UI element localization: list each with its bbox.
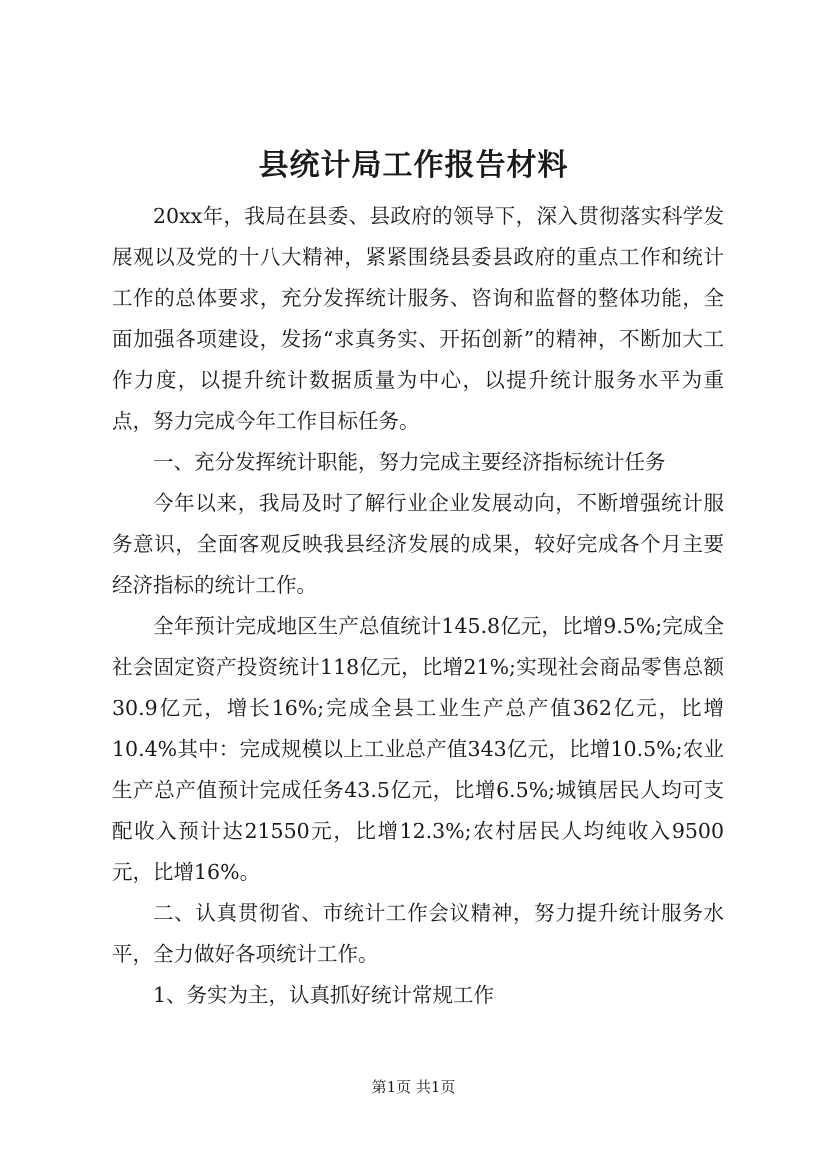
page-footer: 第1页 共1页 <box>371 1078 456 1096</box>
paragraph-statistics: 全年预计完成地区生产总值统计145.8亿元，比增9.5%;完成全社会固定资产投资统计118亿元，比增21%;实现社会商品零售总额30.9亿元，增长16%;完成全县工业生产总产值362亿元，比增10.4%其中：完成规模以上工业总产值343亿元，比增10.5%;农业生产总产值预计完成任务43.5亿元，比增6.5%;城镇居民人均可支配收入预计达21550元，比增12.3%;农村居民人均纯收入9500元，比增16%。 <box>112 614 724 884</box>
paragraph-overview: 今年以来，我局及时了解行业企业发展动向，不断增强统计服务意识，全面客观反映我县经济发展的成果，较好完成各个月主要经济指标的统计工作。 <box>112 491 724 597</box>
paragraph-intro: 20xx年，我局在县委、县政府的领导下，深入贯彻落实科学发展观以及党的十八大精神，紧紧围绕县委县政府的重点工作和统计工作的总体要求，充分发挥统计服务、咨询和监督的整体功能，全面加强各项建设，发扬“求真务实、开拓创新”的精神，不断加大工作力度，以提升统计数据质量为中心，以提升统计服务水平为重点，努力完成今年工作目标任务。 <box>112 204 724 433</box>
document-title: 县统计局工作报告材料 <box>258 148 569 183</box>
document-body <box>112 196 724 1016</box>
paragraph-heading-1: 一、充分发挥统计职能，努力完成主要经济指标统计任务 <box>153 450 666 474</box>
paragraph-heading-2: 二、认真贯彻省、市统计工作会议精神，努力提升统计服务水平，全力做好各项统计工作。 <box>112 901 724 966</box>
paragraph-subheading-1: 1、务实为主，认真抓好统计常规工作 <box>153 983 495 1007</box>
